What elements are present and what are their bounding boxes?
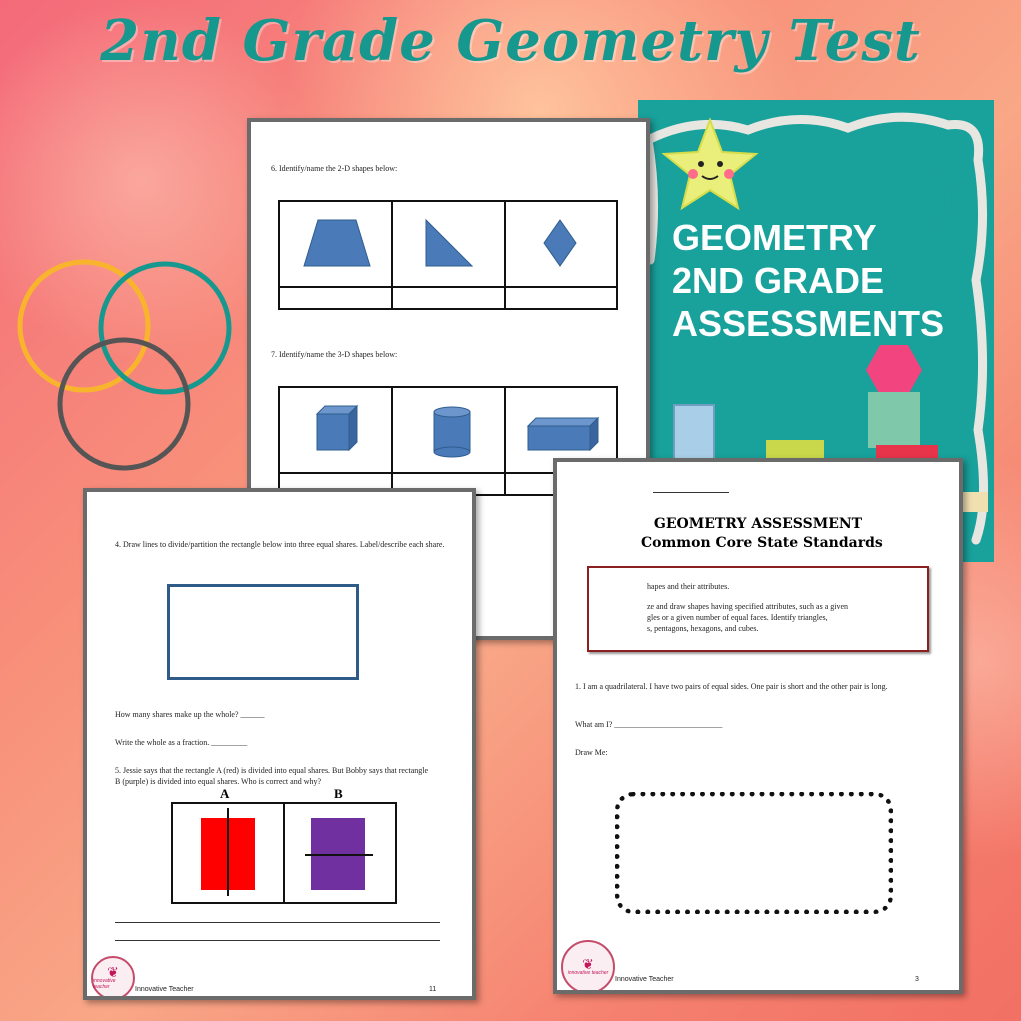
question-7: 7. Identify/name the 3-D shapes below: [271,350,398,359]
assessment-heading: GEOMETRY ASSESSMENT [653,516,863,532]
standards-heading: Common Core State Standards [641,535,883,551]
rhombus-shape [544,220,576,266]
venn-circles-decoration [14,258,244,478]
page-title: 2nd Grade Geometry Test [100,8,921,74]
question-1: 1. I am a quadrilateral. I have two pairs of equal sides. One pair is short and the other pair is long. [575,682,888,691]
question-6: 6. Identify/name the 2-D shapes below: [271,164,398,173]
cover-line-1: GEOMETRY [672,217,877,258]
partition-rectangle [167,584,359,680]
gray-circle [60,340,188,468]
drawing-box[interactable] [615,792,893,914]
cylinder-shape [434,407,470,457]
answer-line-1 [115,922,440,923]
page-number: 3 [915,976,919,983]
worksheet-page-assessment [553,458,963,994]
cube-shape [317,406,357,450]
hexagon-icon [866,345,922,395]
comparison-box [171,802,397,904]
footer-brand: Innovative Teacher [135,986,194,993]
publisher-logo: ❦ innovative teacher [91,956,135,1000]
standards-box: hapes and their attributes. ze and draw shapes having specified attributes, such as a given gles or a given number of equal faces. Identify triangles, s, pentagons, hexagons, and cubes. [587,566,929,652]
question-4: 4. Draw lines to divide/partition the rectangle below into three equal shares. Label/describe each share. [115,540,445,549]
trapezoid-shape [304,220,370,266]
triangle-shape [426,220,472,266]
teal-circle [101,264,229,392]
what-am-i: What am I? ___________________________ [575,720,723,729]
worksheet-page-partition [83,488,476,1000]
write-fraction: Write the whole as a fraction. _________ [115,738,248,747]
cover-line-2: 2ND GRADE [672,260,885,301]
footer-brand: Innovative Teacher [615,976,674,983]
cover-title [672,216,944,345]
question-5: 5. Jessie says that the rectangle A (red) is divided into equal shares. But Bobby says that rectangle B (purple) is divided into equal shares. Who is correct and why? [115,766,429,786]
rectangular-prism-shape [528,418,598,450]
answer-line-2 [115,940,440,941]
cover-line-3: ASSESSMENTS [672,303,945,344]
page-number: 11 [429,986,437,993]
orange-circle [20,262,148,390]
draw-me: Draw Me: [575,748,608,757]
name-line [653,492,729,493]
label-a: A [220,786,230,801]
how-many-shares: How many shares make up the whole? ______ [115,710,265,719]
shapes-2d-table [278,200,618,312]
label-b: B [334,786,343,801]
publisher-logo: ❦ innovative teacher [561,940,615,994]
